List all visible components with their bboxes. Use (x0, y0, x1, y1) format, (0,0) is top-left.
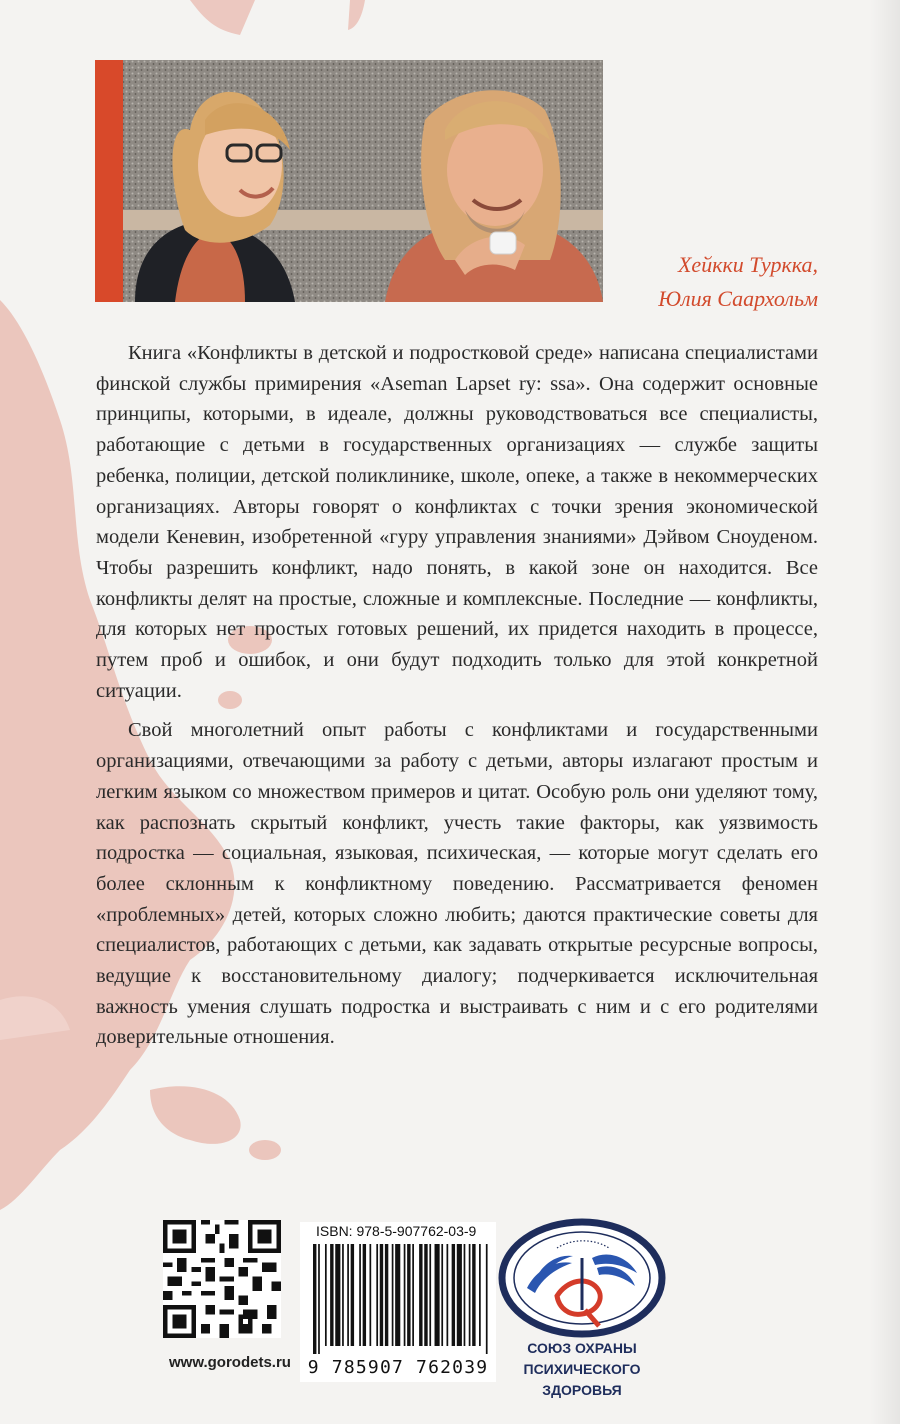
barcode-bar (351, 1244, 354, 1346)
barcode-bar (392, 1244, 394, 1346)
barcode-bar (435, 1244, 440, 1346)
author-name-1: Хейкки Туркка, (677, 252, 818, 277)
author-names (600, 248, 818, 316)
barcode-bar (335, 1244, 340, 1346)
barcode-bar (385, 1244, 388, 1346)
barcode-bar (452, 1244, 455, 1346)
barcode-bar (313, 1244, 316, 1354)
barcode-bar (447, 1244, 449, 1346)
barcode-digits: 9 785907 762039 (307, 1357, 489, 1378)
barcode-bar (469, 1244, 471, 1346)
barcode-bar (472, 1244, 475, 1346)
barcode-bar (419, 1244, 422, 1346)
barcode-bar (342, 1244, 344, 1346)
barcode-bar (441, 1244, 443, 1346)
qr-code (163, 1220, 281, 1338)
barcode-bar (330, 1244, 333, 1346)
barcode-bar (464, 1244, 466, 1346)
author-name-2: Юлия Саархольм (658, 286, 818, 311)
spine-shadow (870, 0, 900, 1424)
barcode-bar (318, 1244, 320, 1354)
publisher-website: www.gorodets.ru (169, 1354, 291, 1371)
barcode-bar (407, 1244, 410, 1346)
barcode-bar (395, 1244, 400, 1346)
isbn: ISBN: 978-5-907762-03-9 (316, 1223, 477, 1239)
description-paragraph-2: Свой многолетний опыт работы с конфликтами и государственными организациями, отвечающими за работу с детьми, авторы излагают простым и легким языком со множеством примеров и цитат. Особую роль они уделяют тому, как распознать скрытый конфликт, учесть такие факторы, как уязвимость подростка — социальная, языковая, психическая, — которые могут сделать его более склонным к конфликтному поведению. Рассматривается феномен «проблемных» детей, которых сложно любить; даются практические советы для специалистов, работающих с детьми, как задавать открытые ресурсные вопросы, ведущие к восстановительному диалогу; подчеркивается исключительная важность умения слушать подростка и выстраивать с ним и с его родителями доверительные отношения. (96, 719, 818, 1049)
barcode-bar (457, 1244, 462, 1346)
description-paragraph-1: Книга «Конфликты в детской и подростковой среде» написана специалистами финской службы примирения «Aseman Lapset ry: ssa». Она содержит основные принципы, которыми, в идеале, должны руководствоваться все специалисты, работающие с детьми в государственных организациях — службе защиты ребенка, полиции, детской поликлинике, школе, опеке, а также в некоммерческих организациях. Авторы говорят о конфликтах с точки зрения экономической модели Кеневин, изобретенной «гуру управления знаниями» Дэйвом Сноуденом. Чтобы разрешить конфликт, надо понять, в какой зоне он находится. Все конфликты делят на простые, сложные и комплексные. Последние — конфликты, для которых нет простых готовых решений, их придется находить в процессе, путем проб и ошибок, и они будут подходить только для этой конкретной ситуации. (96, 342, 818, 702)
authors-photo (95, 60, 603, 302)
barcode-bar (424, 1244, 427, 1346)
barcode-bar (325, 1244, 327, 1346)
barcode-bar (347, 1244, 349, 1346)
union-name-line-1: СОЮЗ ОХРАНЫ (527, 1340, 637, 1356)
barcode-bar (363, 1244, 366, 1346)
barcode-bar (369, 1244, 371, 1346)
barcode-bar (359, 1244, 361, 1346)
mental-health-union-logo (497, 1218, 667, 1338)
barcode-bar (429, 1244, 431, 1346)
union-name-line-2: ПСИХИЧЕСКОГО ЗДОРОВЬЯ (523, 1361, 641, 1398)
photo-accent-bar (95, 60, 123, 302)
barcode (313, 1244, 491, 1354)
barcode-bar (404, 1244, 406, 1346)
book-description (96, 338, 818, 1062)
barcode-bar (380, 1244, 383, 1346)
union-name (484, 1338, 680, 1401)
barcode-bar (376, 1244, 378, 1346)
barcode-bar (479, 1244, 481, 1346)
barcode-bar (412, 1244, 414, 1346)
